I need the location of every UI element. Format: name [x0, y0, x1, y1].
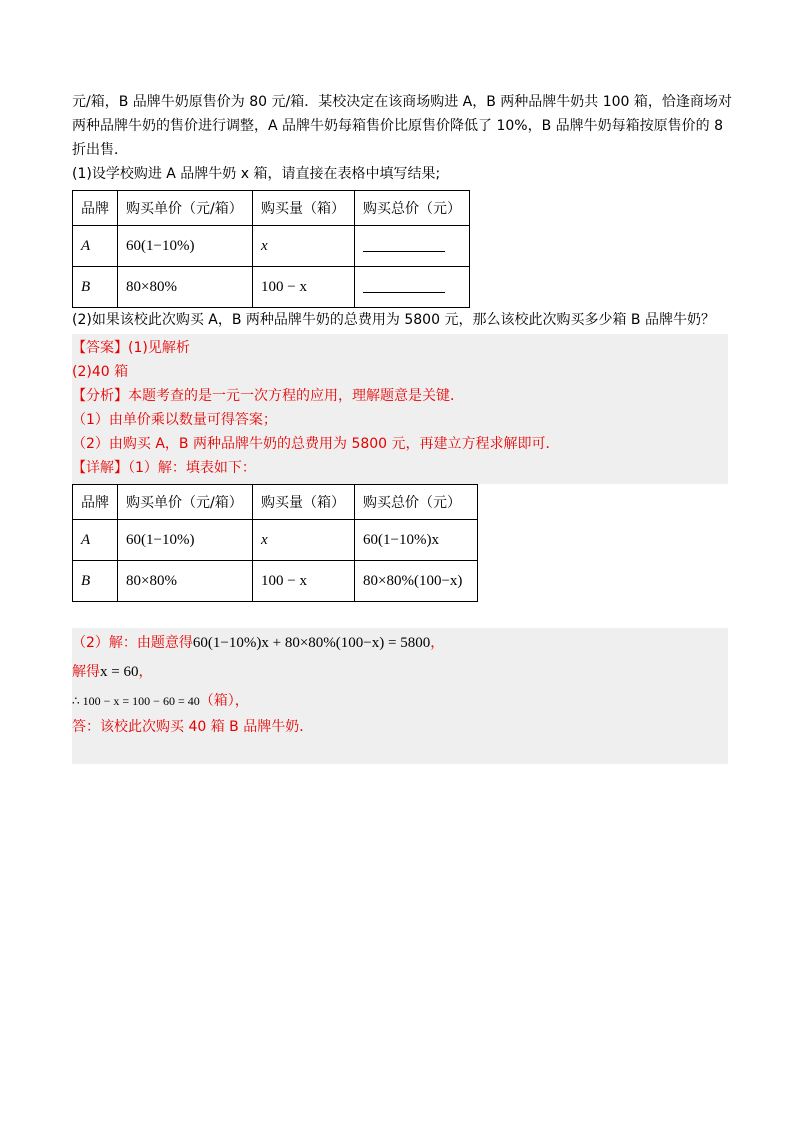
answer-label: 【答案】 — [72, 340, 128, 356]
qty-cell: x — [253, 520, 355, 561]
detail-line — [72, 456, 728, 480]
table-header-total: 购买总价（元） — [355, 485, 478, 520]
table-header-qty: 购买量（箱） — [253, 191, 355, 226]
qty-cell: 100 − x — [253, 561, 355, 602]
problem-line-1: 元/箱，B 品牌牛奶原售价为 80 元/箱．某校决定在该商场购进 A，B 两种品牌牛奶共 100 箱，恰逢商场对 — [72, 94, 732, 110]
solution-conclusion: 答：该校此次购买 40 箱 B 品牌牛奶． — [72, 719, 314, 735]
question-2: (2)如果该校此次购买 A，B 两种品牌牛奶的总费用为 5800 元，那么该校此次购买多少箱 B 品牌牛奶？ — [72, 312, 715, 328]
problem-line-3: 折出售． — [72, 142, 128, 158]
solution-comma: ， — [138, 664, 153, 680]
table-header-price: 购买单价（元/箱） — [118, 191, 253, 226]
solution-line-2 — [72, 656, 728, 688]
question-table — [72, 190, 470, 308]
solution-block — [72, 628, 728, 764]
total-cell: 80×80%(100−x) — [355, 561, 478, 602]
qty-cell: x — [253, 226, 355, 267]
answer-blank-line[interactable] — [363, 278, 445, 293]
table-header-brand: 品牌 — [73, 485, 118, 520]
price-cell: 60(1−10%) — [118, 226, 253, 267]
price-cell: 80×80% — [118, 561, 253, 602]
answer-table — [72, 484, 478, 602]
solution-result: x = 60 — [100, 664, 139, 680]
answer-1: (1)见解析 — [128, 340, 190, 356]
table-row — [73, 267, 470, 308]
solution-unit: （箱）， — [199, 693, 249, 709]
qty-cell: 100 − x — [253, 267, 355, 308]
table-row — [73, 520, 478, 561]
analysis-label: 【分析】 — [72, 388, 128, 404]
table-row — [73, 561, 478, 602]
answer-blank-line[interactable] — [363, 237, 445, 252]
detail-label: 【详解】 — [72, 460, 128, 476]
answer-block — [72, 334, 728, 484]
analysis-text: 本题考查的是一元一次方程的应用，理解题意是关键． — [128, 388, 464, 404]
solution-prefix: 解得 — [72, 664, 100, 680]
analysis-step-1: （1）由单价乘以数量可得答案； — [72, 412, 277, 428]
brand-cell: B — [73, 267, 118, 308]
price-cell: 80×80% — [118, 267, 253, 308]
table-header-qty: 购买量（箱） — [253, 485, 355, 520]
brand-cell: B — [73, 561, 118, 602]
total-cell-blank[interactable] — [355, 267, 470, 308]
table-header-total: 购买总价（元） — [355, 191, 470, 226]
table-row — [73, 226, 470, 267]
table-header-price: 购买单价（元/箱） — [118, 485, 253, 520]
table-header-brand: 品牌 — [73, 191, 118, 226]
answer-line-1 — [72, 336, 728, 360]
solution-prefix: （2）解：由题意得 — [72, 635, 193, 651]
solution-line-3 — [72, 688, 728, 714]
total-cell: 60(1−10%)x — [355, 520, 478, 561]
brand-cell: A — [73, 520, 118, 561]
solution-line-1 — [72, 630, 728, 656]
document-page — [72, 88, 732, 764]
analysis-step-2: （2）由购买 A，B 两种品牌牛奶的总费用为 5800 元，再建立方程求解即可． — [72, 436, 560, 452]
total-cell-blank[interactable] — [355, 226, 470, 267]
answer-2: (2)40 箱 — [72, 364, 129, 380]
analysis-line — [72, 384, 728, 408]
problem-line-2: 两种品牌牛奶的售价进行调整，A 品牌牛奶每箱售价比原售价降低了 10%，B 品牌牛奶每箱按原售价的 8 — [72, 118, 724, 134]
solution-equation: 60(1−10%)x + 80×80%(100−x) = 5800 — [192, 635, 431, 651]
question-1: (1)设学校购进 A 品牌牛奶 x 箱，请直接在表格中填写结果; — [72, 166, 441, 182]
brand-cell: A — [73, 226, 118, 267]
detail-intro: （1）解：填表如下： — [128, 460, 256, 476]
solution-calc: ∴ 100 − x = 100 − 60 = 40 — [72, 694, 200, 708]
solution-comma: ， — [430, 635, 445, 651]
price-cell: 60(1−10%) — [118, 520, 253, 561]
